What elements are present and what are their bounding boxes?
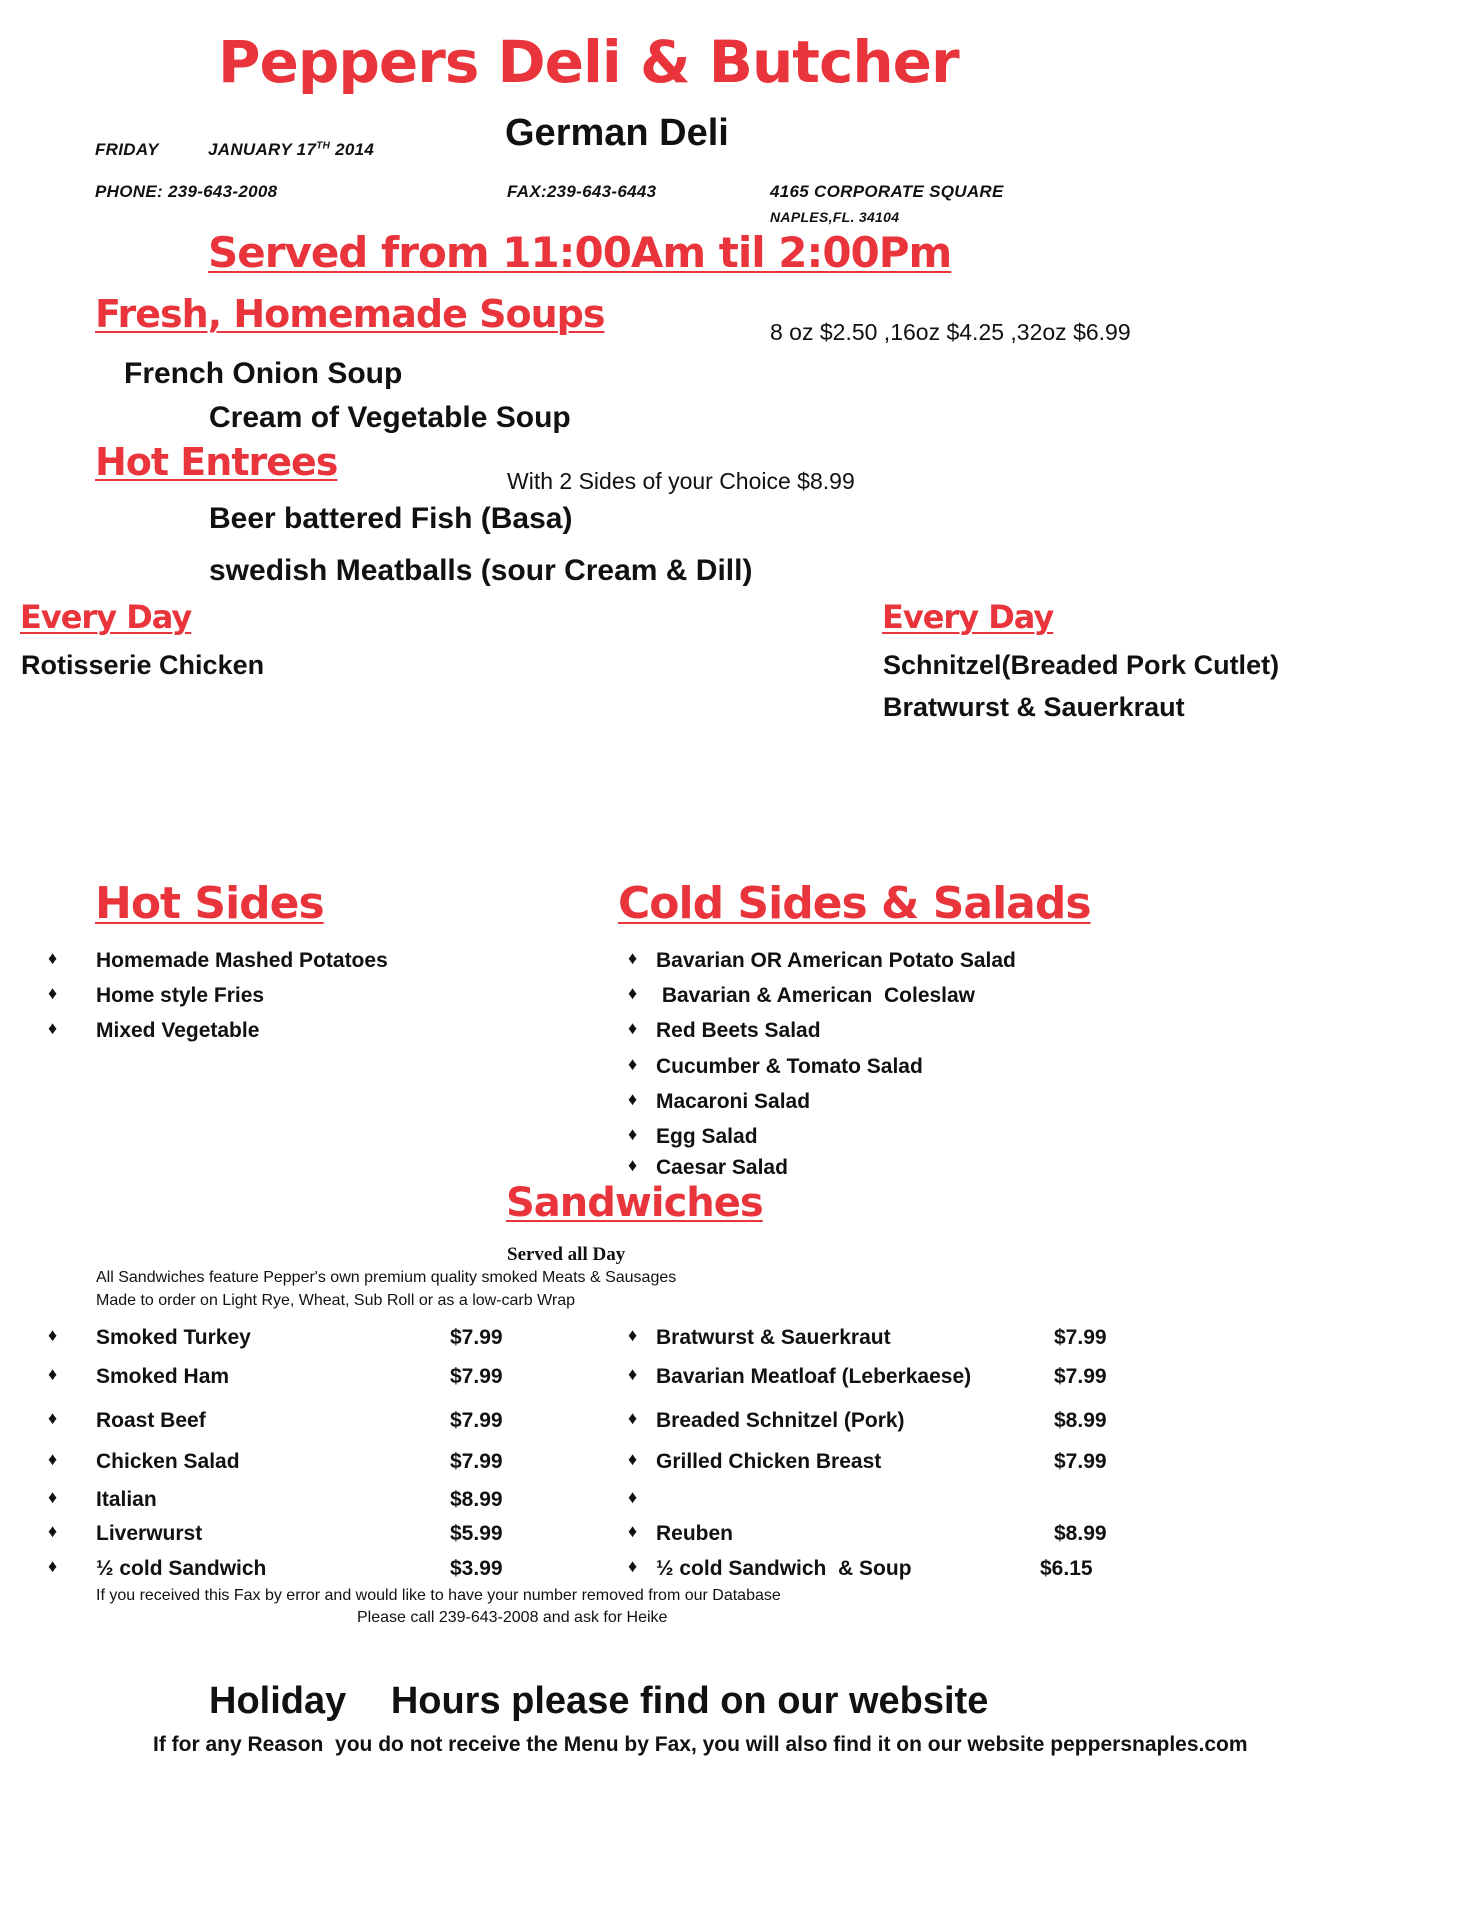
cold-side-item: Red Beets Salad bbox=[656, 1019, 821, 1042]
hot-sides-heading: Hot Sides bbox=[95, 878, 324, 929]
soup-item: French Onion Soup bbox=[124, 357, 403, 390]
bullet-icon: ♦ bbox=[48, 1487, 58, 1507]
sandwich-name: Smoked Turkey bbox=[96, 1326, 251, 1349]
cold-side-item: Caesar Salad bbox=[656, 1156, 788, 1179]
bullet-icon: ♦ bbox=[628, 983, 638, 1003]
sandwich-price: $8.99 bbox=[450, 1488, 503, 1511]
menu-date-sup: TH bbox=[316, 140, 331, 152]
website-note: If for any Reason you do not receive the Menu by Fax, you will also find it on our website peppersnaples.com bbox=[153, 1733, 1248, 1756]
bullet-icon: ♦ bbox=[48, 1449, 58, 1469]
bullet-icon: ♦ bbox=[628, 1124, 638, 1144]
everyday-right-item: Bratwurst & Sauerkraut bbox=[883, 692, 1185, 722]
holiday-label: Holiday bbox=[209, 1680, 347, 1722]
entrees-note: With 2 Sides of your Choice $8.99 bbox=[507, 468, 855, 494]
sandwich-name: Bratwurst & Sauerkraut bbox=[656, 1326, 891, 1349]
holiday-hours-text: Hours please find on our website bbox=[390, 1680, 989, 1722]
sandwich-name: Liverwurst bbox=[96, 1522, 203, 1545]
sandwich-price: $6.15 bbox=[1040, 1557, 1093, 1580]
sandwiches-heading: Sandwiches bbox=[506, 1180, 763, 1226]
sandwich-name: ½ cold Sandwich & Soup bbox=[656, 1557, 912, 1580]
address-line2: NAPLES,FL. 34104 bbox=[770, 209, 900, 225]
cold-side-item: Bavarian OR American Potato Salad bbox=[656, 949, 1016, 972]
bullet-icon: ♦ bbox=[628, 1089, 638, 1109]
sandwich-name: Reuben bbox=[656, 1522, 734, 1545]
hot-side-item: Home style Fries bbox=[96, 984, 265, 1007]
bullet-icon: ♦ bbox=[48, 1521, 58, 1541]
fax-number: FAX:239-643-6443 bbox=[507, 182, 657, 201]
cold-side-item: Egg Salad bbox=[656, 1125, 758, 1148]
bullet-icon: ♦ bbox=[628, 1487, 638, 1507]
sandwich-price: $7.99 bbox=[1054, 1326, 1107, 1349]
holiday-hours bbox=[209, 1680, 988, 1723]
phone-number: PHONE: 239-643-2008 bbox=[95, 182, 278, 201]
sandwich-name: ½ cold Sandwich bbox=[96, 1557, 267, 1580]
sandwich-price: $5.99 bbox=[450, 1522, 503, 1545]
menu-date-year: 2014 bbox=[335, 140, 375, 159]
sandwich-price: $7.99 bbox=[450, 1450, 503, 1473]
fax-error-note: If you received this Fax by error and would like to have your number removed from our Database bbox=[96, 1587, 781, 1604]
sandwich-price: $7.99 bbox=[450, 1409, 503, 1432]
sandwich-price: $8.99 bbox=[1054, 1522, 1107, 1545]
bullet-icon: ♦ bbox=[628, 1449, 638, 1469]
bullet-icon: ♦ bbox=[628, 1155, 638, 1175]
bullet-icon: ♦ bbox=[48, 983, 58, 1003]
cold-side-item: Bavarian & American Coleslaw bbox=[656, 984, 976, 1007]
menu-subtitle: German Deli bbox=[505, 112, 729, 154]
entree-item: Beer battered Fish (Basa) bbox=[209, 502, 573, 535]
sandwich-name: Grilled Chicken Breast bbox=[656, 1450, 882, 1473]
menu-date bbox=[208, 140, 374, 160]
soups-prices: 8 oz $2.50 ,16oz $4.25 ,32oz $6.99 bbox=[770, 319, 1131, 345]
sandwiches-note-2: Made to order on Light Rye, Wheat, Sub Roll or as a low-carb Wrap bbox=[96, 1292, 576, 1309]
sandwich-name: Smoked Ham bbox=[96, 1365, 230, 1388]
bullet-icon: ♦ bbox=[628, 1325, 638, 1345]
bullet-icon: ♦ bbox=[628, 1556, 638, 1576]
hot-side-item: Mixed Vegetable bbox=[96, 1019, 260, 1042]
hot-side-item: Homemade Mashed Potatoes bbox=[96, 949, 388, 972]
sandwiches-served: Served all Day bbox=[507, 1244, 626, 1265]
everyday-right-item: Schnitzel(Breaded Pork Cutlet) bbox=[883, 650, 1280, 680]
sandwiches-note-1: All Sandwiches feature Pepper's own premium quality smoked Meats & Sausages bbox=[96, 1269, 677, 1286]
menu-date-main: JANUARY 17 bbox=[208, 140, 317, 159]
fax-contact-note: Please call 239-643-2008 and ask for Heike bbox=[357, 1609, 668, 1626]
sandwich-name: Italian bbox=[96, 1488, 157, 1511]
bullet-icon: ♦ bbox=[628, 1408, 638, 1428]
bullet-icon: ♦ bbox=[48, 1018, 58, 1038]
sandwich-price: $3.99 bbox=[450, 1557, 503, 1580]
sandwich-price: $8.99 bbox=[1054, 1409, 1107, 1432]
bullet-icon: ♦ bbox=[48, 1325, 58, 1345]
everyday-left-item: Rotisserie Chicken bbox=[21, 650, 265, 680]
sandwich-name: Roast Beef bbox=[96, 1409, 206, 1432]
bullet-icon: ♦ bbox=[628, 1018, 638, 1038]
entrees-heading: Hot Entrees bbox=[95, 440, 338, 484]
sandwich-name: Bavarian Meatloaf (Leberkaese) bbox=[656, 1365, 972, 1388]
bullet-icon: ♦ bbox=[628, 1364, 638, 1384]
cold-sides-heading: Cold Sides & Salads bbox=[618, 878, 1091, 929]
sandwich-price: $7.99 bbox=[1054, 1450, 1107, 1473]
served-hours: Served from 11:00Am til 2:00Pm bbox=[208, 228, 952, 277]
menu-title: Peppers Deli & Butcher bbox=[218, 28, 959, 96]
bullet-icon: ♦ bbox=[628, 1054, 638, 1074]
bullet-icon: ♦ bbox=[48, 1364, 58, 1384]
sandwich-price: $7.99 bbox=[450, 1365, 503, 1388]
soup-item: Cream of Vegetable Soup bbox=[209, 401, 571, 434]
bullet-icon: ♦ bbox=[48, 948, 58, 968]
bullet-icon: ♦ bbox=[48, 1408, 58, 1428]
cold-side-item: Macaroni Salad bbox=[656, 1090, 811, 1113]
menu-day: FRIDAY bbox=[95, 140, 159, 159]
entree-item: swedish Meatballs (sour Cream & Dill) bbox=[209, 554, 753, 587]
bullet-icon: ♦ bbox=[628, 948, 638, 968]
soups-heading: Fresh, Homemade Soups bbox=[95, 292, 605, 336]
bullet-icon: ♦ bbox=[48, 1556, 58, 1576]
bullet-icon: ♦ bbox=[628, 1521, 638, 1541]
address-line1: 4165 CORPORATE SQUARE bbox=[770, 182, 1004, 201]
sandwich-name: Breaded Schnitzel (Pork) bbox=[656, 1409, 905, 1432]
cold-side-item: Cucumber & Tomato Salad bbox=[656, 1055, 923, 1078]
everyday-right-heading: Every Day bbox=[882, 598, 1054, 636]
everyday-left-heading: Every Day bbox=[20, 598, 192, 636]
sandwich-name: Chicken Salad bbox=[96, 1450, 240, 1473]
sandwich-price: $7.99 bbox=[1054, 1365, 1107, 1388]
sandwich-price: $7.99 bbox=[450, 1326, 503, 1349]
